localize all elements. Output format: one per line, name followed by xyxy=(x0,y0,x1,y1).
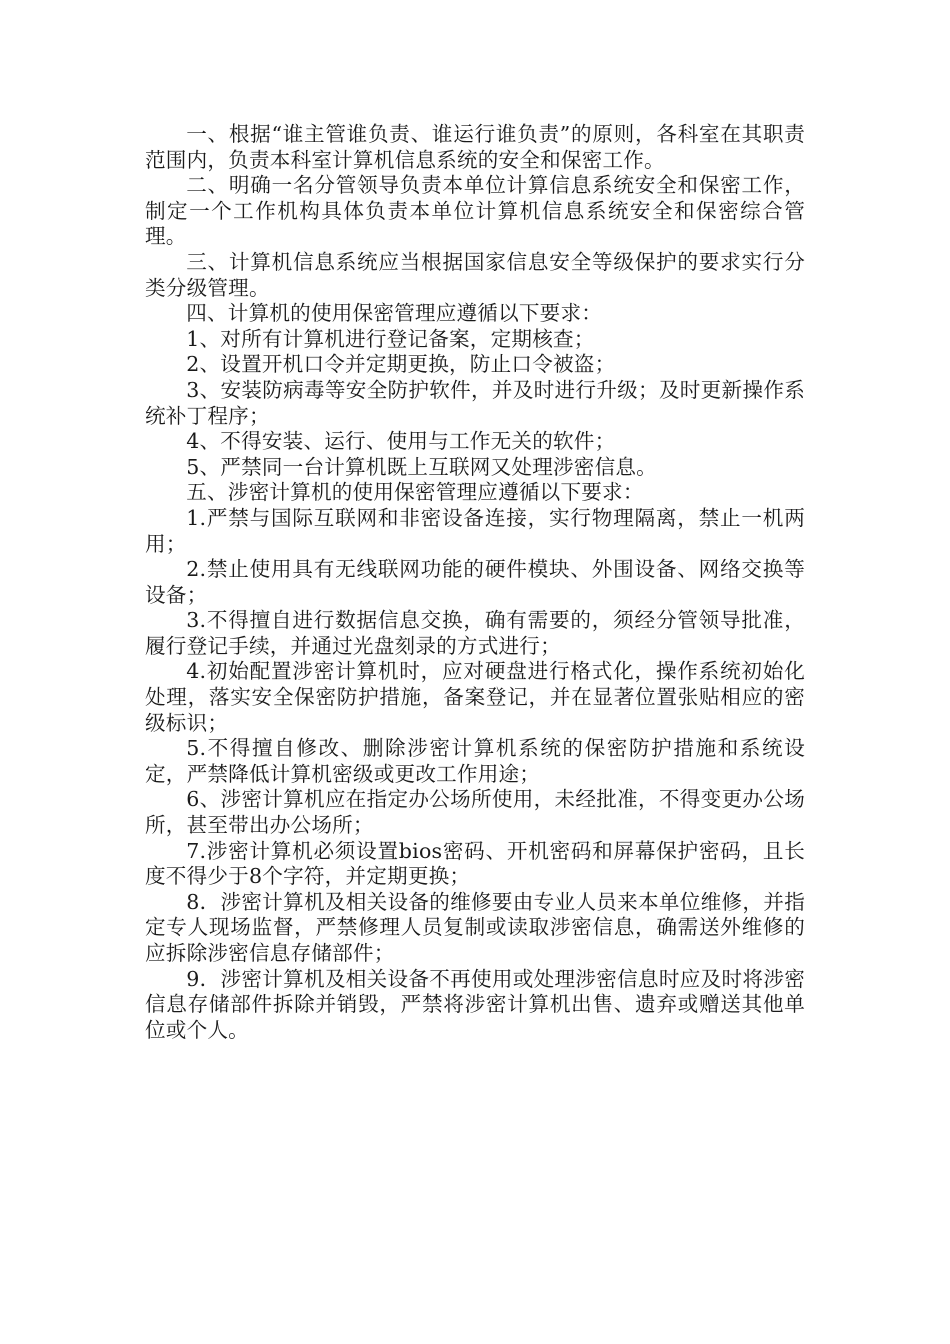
document-body xyxy=(145,122,805,1043)
list-item-5-7: 7.涉密计算机必须设置bios密码、开机密码和屏幕保护密码，且长度不得少于8个字符，并定期更换； xyxy=(145,838,805,889)
list-item-5-3: 3.不得擅自进行数据信息交换，确有需要的，须经分管领导批准，履行登记手续，并通过光盘刻录的方式进行； xyxy=(145,608,805,658)
list-item-4-2: 2、设置开机口令并定期更换，防止口令被盗； xyxy=(186,352,616,377)
list-item-5-4: 4.初始配置涉密计算机时，应对硬盘进行格式化，操作系统初始化处理，落实安全保密防护措施，备案登记，并在显著位置张贴相应的密级标识； xyxy=(145,659,805,735)
list-item-5-8: 8．涉密计算机及相关设备的维修要由专业人员来本单位维修，并指定专人现场监督，严禁修理人员复制或读取涉密信息，确需送外维修的应拆除涉密信息存储部件； xyxy=(145,889,805,965)
list-item-5-9: 9．涉密计算机及相关设备不再使用或处理涉密信息时应及时将涉密信息存储部件拆除并销毁，严禁将涉密计算机出售、遗弃或赠送其他单位或个人。 xyxy=(145,966,805,1042)
paragraph-1: 一、根据“谁主管谁负责、谁运行谁负责”的原则，各科室在其职责范围内，负责本科室计算机信息系统的安全和保密工作。 xyxy=(145,122,805,172)
list-item-4-3: 3、安装防病毒等安全防护软件，并及时进行升级；及时更新操作系统补丁程序； xyxy=(145,377,805,428)
paragraph-5: 五、涉密计算机的使用保密管理应遵循以下要求： xyxy=(186,480,644,505)
list-item-4-1: 1、对所有计算机进行登记备案，定期核查； xyxy=(186,326,595,351)
list-item-4-5: 5、严禁同一台计算机既上互联网又处理涉密信息。 xyxy=(186,454,657,479)
list-item-5-1: 1.严禁与国际互联网和非密设备连接，实行物理隔离，禁止一机两用； xyxy=(145,505,805,556)
paragraph-3: 三、计算机信息系统应当根据国家信息安全等级保护的要求实行分类分级管理。 xyxy=(145,249,805,300)
list-item-5-6: 6、涉密计算机应在指定办公场所使用，未经批准，不得变更办公场所，甚至带出办公场所； xyxy=(145,787,805,838)
list-item-4-4: 4、不得安装、运行、使用与工作无关的软件； xyxy=(186,429,616,454)
paragraph-4: 四、计算机的使用保密管理应遵循以下要求： xyxy=(186,301,603,326)
list-item-5-5: 5.不得擅自修改、删除涉密计算机系统的保密防护措施和系统设定，严禁降低计算机密级或更改工作用途； xyxy=(145,736,805,786)
paragraph-2: 二、明确一名分管领导负责本单位计算信息系统安全和保密工作，制定一个工作机构具体负责本单位计算机信息系统安全和保密综合管理。 xyxy=(145,173,805,249)
list-item-5-2: 2.禁止使用具有无线联网功能的硬件模块、外围设备、网络交换等设备； xyxy=(145,557,805,607)
